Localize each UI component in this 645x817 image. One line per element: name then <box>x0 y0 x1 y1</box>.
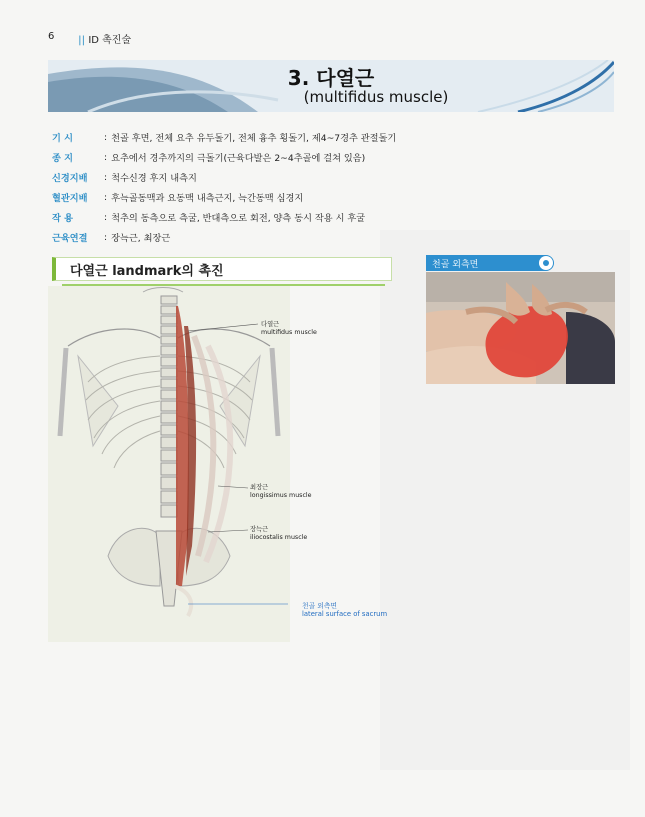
anatomy-figure <box>48 286 290 642</box>
running-header <box>78 31 131 46</box>
info-text: 천골 후면, 전체 요추 유두돌기, 전체 흉추 횡돌기, 제4~7경추 관절돌기 <box>111 133 397 144</box>
info-text: 척추의 동측으로 측굴, 반대측으로 회전, 양측 동시 작용 시 후굴 <box>111 213 366 224</box>
palpation-photo <box>426 272 615 384</box>
palpation-photo-graphic <box>426 272 615 384</box>
photo-caption: 천골 외측면 <box>432 260 479 270</box>
title-banner <box>48 60 614 112</box>
info-row-insertion: 종 지 : 요추에서 경추까지의 극돌기(근육다발은 2~4추골에 걸쳐 있음) <box>52 151 366 164</box>
info-label: 작 용 <box>52 213 73 224</box>
page-title: 3. 다열근 <box>287 66 375 90</box>
label-multifidus: 다열근 multifidus muscle <box>261 321 317 336</box>
photo-caption-tag <box>426 255 554 271</box>
info-label: 종 지 <box>52 153 73 164</box>
page-number: 6 <box>48 31 55 42</box>
info-text: 요추에서 경추까지의 극돌기(근육다발은 2~4추골에 걸쳐 있음) <box>111 153 366 164</box>
info-text: 장늑근, 최장근 <box>111 233 171 244</box>
spine-muscle-illustration <box>48 286 290 642</box>
info-row-origin: 기 시 : 천골 후면, 전체 요추 유두돌기, 전체 흉추 횡돌기, 제4~7경추 관절돌기 <box>52 131 397 144</box>
tag-circle-icon <box>539 256 553 270</box>
info-row-blood-supply: 혈관지배 : 후늑골동맥과 요동맥 내측근지, 늑간동맥 심경지 <box>52 191 304 204</box>
label-lateral-sacrum: 천골 외측면 lateral surface of sacrum <box>302 602 388 618</box>
label-longissimus: 최장근 longissimus muscle <box>250 484 312 499</box>
info-text: 척수신경 후지 내측지 <box>111 173 197 184</box>
label-iliocostalis: 장늑근 iliocostalis muscle <box>250 526 308 541</box>
info-label: 혈관지배 <box>52 193 88 204</box>
page-subtitle: (multifidus muscle) <box>303 88 449 106</box>
info-text: 후늑골동맥과 요동맥 내측근지, 늑간동맥 심경지 <box>111 193 304 204</box>
info-label: 신경지배 <box>52 173 88 184</box>
running-header-text: ID 촉진술 <box>88 35 132 46</box>
info-row-innervation: 신경지배 : 척수신경 후지 내측지 <box>52 171 197 184</box>
divider-bar-icon: || <box>78 35 86 46</box>
info-row-action: 작 용 : 척추의 동측으로 측굴, 반대측으로 회전, 양측 동시 작용 시 후굴 <box>52 211 366 224</box>
info-label: 근육연결 <box>52 233 88 244</box>
section-title: 다열근 landmark의 촉진 <box>70 263 224 279</box>
info-label: 기 시 <box>52 133 73 144</box>
info-row-muscle-connection: 근육연결 : 장늑근, 최장근 <box>52 231 171 244</box>
muscle-info-list <box>52 127 612 247</box>
section-header <box>52 257 392 281</box>
